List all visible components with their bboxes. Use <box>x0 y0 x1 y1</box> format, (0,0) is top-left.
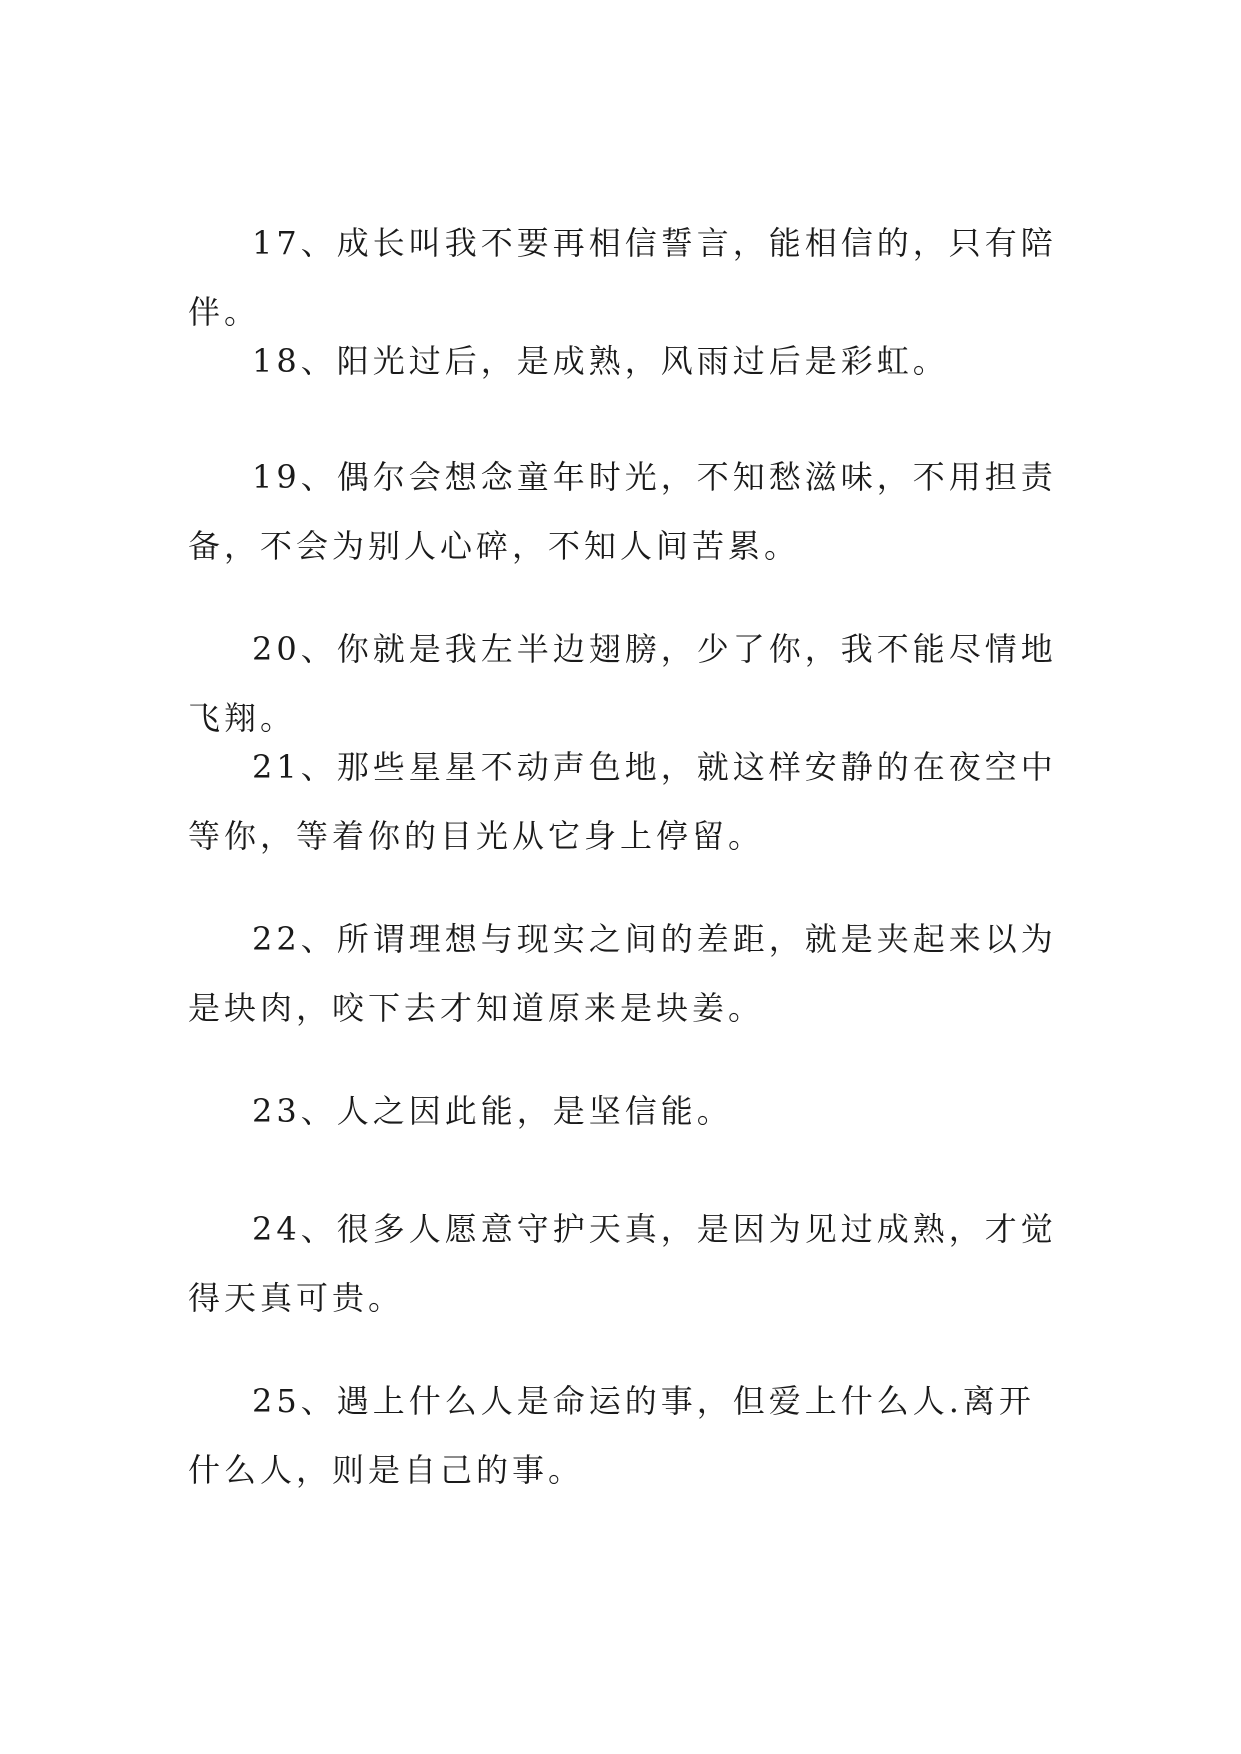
paragraph-18: 18、阳光过后，是成熟，风雨过后是彩虹。 <box>252 342 949 380</box>
paragraph-24: 24、很多人愿意守护天真，是因为见过成熟，才觉得天真可贵。 <box>188 1210 1057 1317</box>
paragraph-19: 19、偶尔会想念童年时光，不知愁滋味，不用担责备，不会为别人心碎，不知人间苦累。 <box>188 458 1057 565</box>
paragraph-21: 21、那些星星不动声色地，就这样安静的在夜空中等你，等着你的目光从它身上停留。 <box>188 748 1057 855</box>
paragraph-22: 22、所谓理想与现实之间的差距，就是夹起来以为是块肉，咬下去才知道原来是块姜。 <box>188 920 1057 1027</box>
paragraph-23: 23、人之因此能，是坚信能。 <box>252 1092 733 1130</box>
paragraph-25: 25、遇上什么人是命运的事，但爱上什么人.离开什么人，则是自己的事。 <box>188 1382 1035 1489</box>
paragraph-17: 17、成长叫我不要再相信誓言，能相信的，只有陪伴。 <box>188 224 1057 331</box>
paragraph-20: 20、你就是我左半边翅膀，少了你，我不能尽情地飞翔。 <box>188 630 1057 737</box>
